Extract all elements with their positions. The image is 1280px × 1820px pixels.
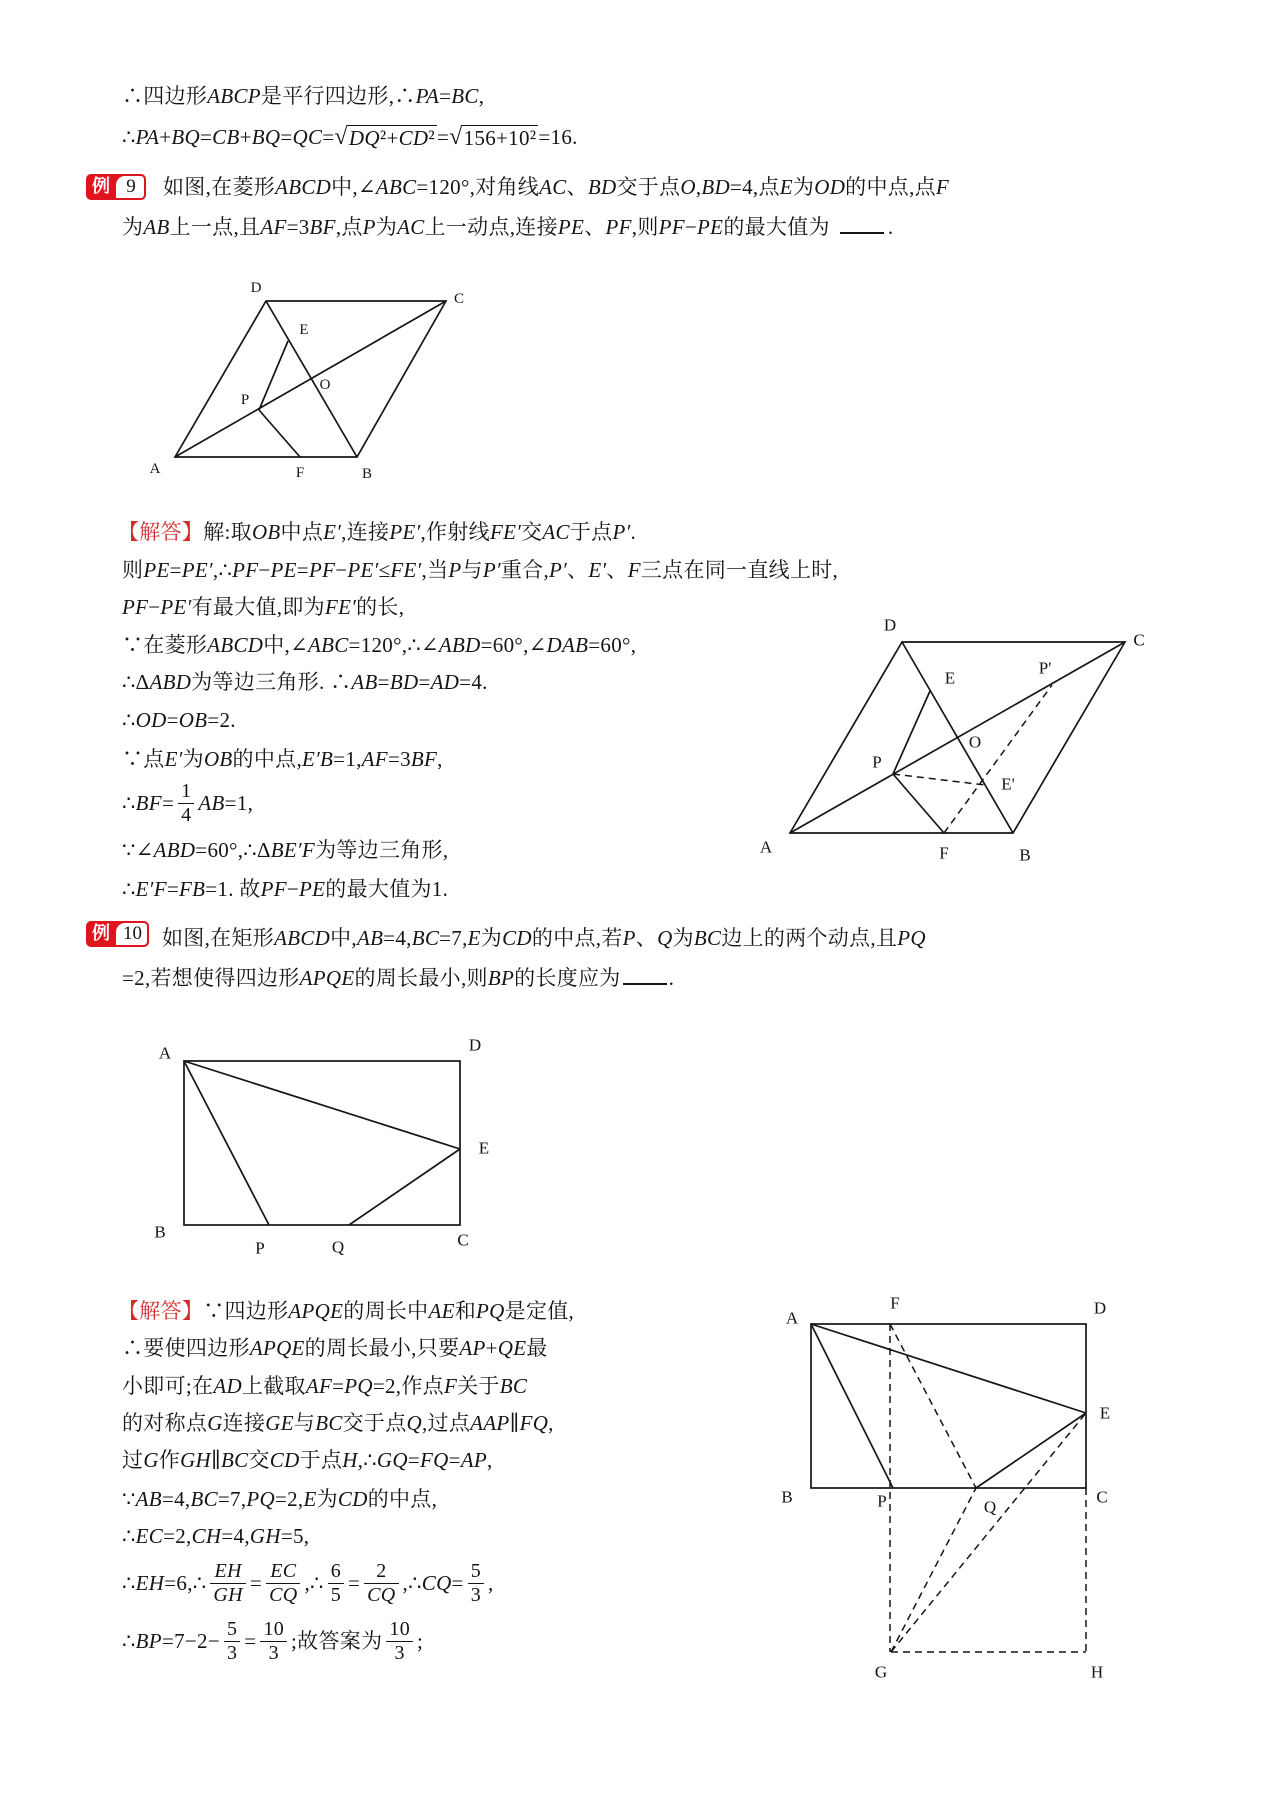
text-segment: = [249,1571,263,1595]
fraction-denominator: 3 [394,1641,405,1664]
fraction-denominator: 3 [226,1641,238,1664]
fraction-denominator: GH [213,1583,243,1606]
fraction-10-over-3 [260,1618,287,1665]
label-Q: Q [983,1497,997,1517]
label-B: B [1019,845,1031,865]
sqrt-expression-1 [334,124,437,150]
label-C: C [1133,630,1145,650]
rectangle-ABCD [184,1061,460,1225]
answer-blank [623,963,667,985]
label-P-prime: P' [1038,658,1052,678]
fraction-denominator: 3 [470,1583,482,1606]
label-G: G [874,1662,888,1682]
fraction-EH-over-GH [210,1560,246,1607]
label-E: E [299,322,309,338]
dashed-segment-GE [891,1413,1086,1652]
final-answer-fraction [386,1618,413,1665]
fraction-numerator: 10 [260,1618,287,1642]
label-P: P [240,392,250,408]
fraction-numerator: 2 [364,1560,398,1584]
text-segment: ∴BP=7−2− [122,1629,220,1653]
text-segment: ;故答案为 [291,1629,383,1653]
radicand-2: 156+10² [463,126,537,150]
segment-AP [811,1324,893,1488]
label-E-prime: E' [1001,774,1015,794]
text-segment: , [488,1571,494,1595]
radicand-1: DQ²+CD² [348,126,435,150]
label-D: D [250,280,262,296]
prev-solution-line-2 [122,121,578,153]
fraction-EC-over-CQ [266,1560,300,1607]
example-10-solution-line-9 [122,1613,423,1669]
example-10-question-line-2 [122,963,674,991]
example-10-solution-line-5: 过G作GH∥BC交CD于点H,∴GQ=FQ=AP, [122,1448,493,1472]
example-9-badge [86,174,146,200]
label-A: A [149,461,161,477]
fraction-numerator: 6 [328,1560,344,1584]
label-E: E [478,1138,490,1158]
label-O: O [319,377,331,393]
dashed-ray-FP-prime [944,685,1052,833]
example-9-solution-line-6: ∴OD=OB=2. [122,708,236,732]
fraction-2-over-CQ [364,1560,398,1607]
example-10-solution-line-7: ∴EC=2,CH=4,GH=5, [122,1524,310,1548]
segment-AE [184,1061,460,1149]
radical-sign-icon: √ [334,124,348,150]
prev-line2-result: =16. [538,125,578,149]
label-B: B [781,1487,793,1507]
label-D: D [1093,1298,1107,1318]
label-F: F [295,465,305,481]
label-D: D [468,1035,482,1055]
example-9-figure-rhombus [140,275,490,495]
label-C: C [453,291,465,307]
fraction-line-prefix: ∴BF= [122,791,175,815]
example-10-solution-figure [770,1290,1130,1690]
fraction-line-suffix: AB=1, [198,791,254,815]
fraction-numerator: EC [266,1560,300,1584]
solution-text: 解:取OB中点E′,连接PE′,作射线FE′交AC于点P′. [203,520,637,544]
label-E: E [1099,1403,1111,1423]
answer-tag: 【解答】 [118,520,204,544]
example-9-solution-line-4: ∵在菱形ABCD中,∠ABC=120°,∴∠ABD=60°,∠DAB=60°, [122,633,637,657]
answer-tag: 【解答】 [118,1299,204,1323]
segment-AP [184,1061,269,1225]
fraction-numerator: 1 [178,780,194,804]
fraction-numerator: 10 [386,1618,413,1642]
fraction-5-over-3 [224,1618,240,1665]
label-A: A [158,1043,172,1063]
example-10-solution-line-8 [122,1555,494,1611]
segment-AE [811,1324,1086,1413]
segment-PF [259,410,300,457]
label-E: E [944,668,956,688]
example-9-solution-line-5: ∴ΔABD为等边三角形. ∴AB=BD=AD=4. [122,670,488,694]
segment-QE [976,1413,1086,1488]
example-10-solution-line-6: ∵AB=4,BC=7,PQ=2,E为CD的中点, [122,1487,438,1511]
text-segment: = [348,1571,361,1595]
label-A: A [785,1308,799,1328]
fraction-denominator: 5 [330,1583,341,1606]
label-P: P [877,1491,887,1511]
label-F: F [939,843,949,863]
example-9-solution-line-2: 则PE=PE′,∴PF−PE=PF−PE′≤FE′,当P与P′重合,P′、E′、F三点在同一直线上时, [122,558,839,582]
sqrt-expression-2 [449,124,538,150]
example-badge-number: 10 [116,923,147,945]
example-9-solution-line-10: ∴E′F=FB=1. 故PF−PE的最大值为1. [122,877,449,901]
example-9-solution-line-1 [118,518,636,546]
prev-solution-line-1: ∴四边形ABCP是平行四边形,∴PA=BC, [122,84,485,108]
question-end: . [887,215,894,239]
fraction-6-over-5 [328,1560,344,1607]
diagonal-AC [175,301,446,457]
example-10-solution-line-4: 的对称点G连接GE与BC交于点Q,过点AAP∥FQ, [122,1411,554,1435]
example-9-solution-line-9: ∵∠ABD=60°,∴ΔBE′F为等边三角形, [122,838,449,862]
prev-line2-prefix: ∴PA+BQ=CB+BQ=QC= [122,125,335,149]
segment-PE [893,691,930,774]
example-badge-label: 例 [92,923,110,944]
fraction-denominator: CQ [367,1583,396,1606]
label-A: A [759,837,773,857]
segment-QE [349,1149,460,1225]
example-10-solution-line-1 [118,1297,574,1325]
fraction-one-quarter [178,780,194,827]
example-10-solution-line-2: ∴要使四边形APQE的周长最小,只要AP+QE最 [122,1336,548,1360]
example-10-figure-rectangle [145,1030,505,1265]
text-segment: ∴EH=6,∴ [122,1571,207,1595]
example-9-solution-line-3: PF−PE′有最大值,即为FE′的长, [122,595,405,619]
segment-PF [893,774,944,833]
example-9-question-line-2 [122,212,893,240]
example-10-badge [86,921,149,947]
equals-sign: = [436,125,450,149]
text-segment: = [244,1629,257,1653]
example-9-solution-line-7: ∵点E′为OB的中点,E′B=1,AF=3BF, [122,747,443,771]
example-10-question-line-1: 如图,在矩形ABCD中,AB=4,BC=7,E为CD的中点,若P、Q为BC边上的两个动点,且PQ [162,926,926,950]
dashed-segment-FQ [890,1324,976,1488]
question-text: =2,若想使得四边形APQE的周长最小,则BP的长度应为 [122,966,621,990]
label-P: P [872,752,882,772]
example-badge-label: 例 [92,176,110,197]
example-9-solution-line-8 [122,775,253,831]
text-segment: ,∴ [304,1571,324,1595]
question-text: 为AB上一点,且AF=3BF,点P为AC上一动点,连接PE、PF,则PF−PE的最大值为 [122,215,830,239]
text-segment: ; [417,1629,424,1653]
label-O: O [968,732,982,752]
label-D: D [883,615,897,635]
answer-blank [840,212,884,234]
dashed-segment-GQ [891,1488,976,1652]
fraction-denominator: 4 [181,803,192,826]
fraction-denominator: 3 [268,1641,279,1664]
label-B: B [154,1222,166,1242]
fraction-numerator: 5 [468,1560,484,1584]
fraction-5-over-3 [468,1560,484,1607]
radical-sign-icon: √ [449,124,463,150]
label-Q: Q [331,1237,345,1257]
text-segment: ,∴CQ= [402,1571,464,1595]
fraction-numerator: EH [210,1560,246,1584]
label-C: C [1096,1487,1108,1507]
solution-text: ∵四边形APQE的周长中AE和PQ是定值, [203,1299,575,1323]
fraction-denominator: CQ [269,1583,298,1606]
label-H: H [1090,1662,1104,1682]
label-F: F [890,1293,900,1313]
label-B: B [361,466,373,482]
label-P: P [255,1238,265,1258]
dashed-segment-PE-prime [893,774,985,785]
fraction-numerator: 5 [224,1618,240,1642]
example-9-question-line-1: 如图,在菱形ABCD中,∠ABC=120°,对角线AC、BD交于点O,BD=4,点E为OD的中点,点F [163,175,950,199]
example-9-solution-figure [750,605,1160,870]
label-C: C [457,1230,469,1250]
example-badge-number: 9 [116,176,144,198]
question-end: . [668,966,675,990]
example-10-solution-line-3: 小即可;在AD上截取AF=PQ=2,作点F关于BC [122,1374,528,1398]
